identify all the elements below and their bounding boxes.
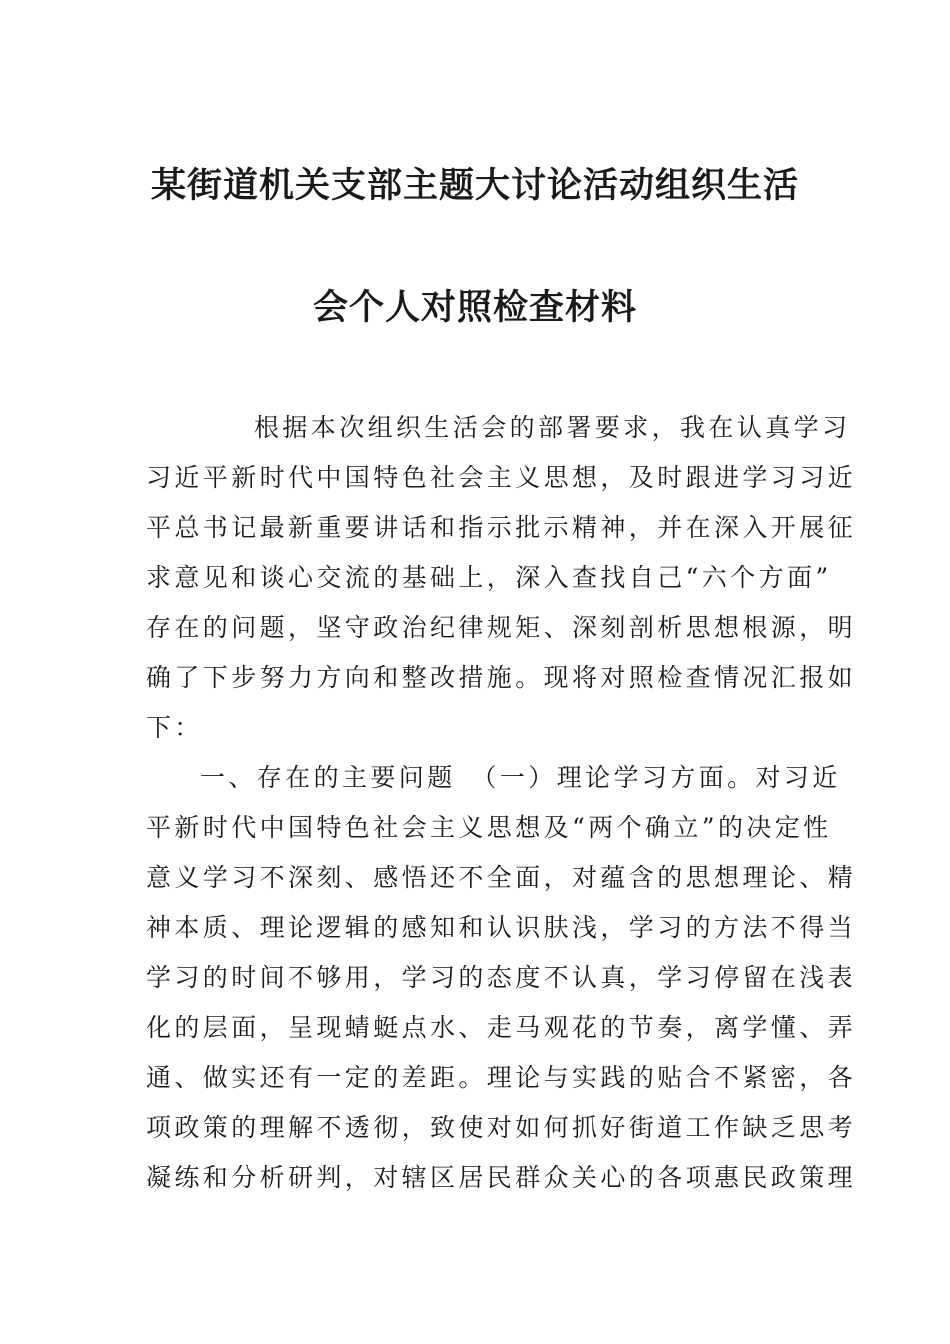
document-title-line-1: 某街道机关支部主题大讨论活动组织生活 bbox=[150, 165, 799, 206]
paragraph-1-line-5: 存在的问题，坚守政治纪律规矩、深刻剖析思想根源，明 bbox=[146, 613, 857, 642]
paragraph-2-line-3: 意义学习不深刻、感悟还不全面，对蕴含的思想理论、精 bbox=[146, 863, 857, 892]
paragraph-2-line-5: 学习的时间不够用，学习的态度不认真，学习停留在浅表 bbox=[146, 963, 857, 992]
paragraph-1-line-3: 平总书记最新重要讲话和指示批示精神，并在深入开展征 bbox=[146, 513, 857, 542]
paragraph-1-line-2: 习近平新时代中国特色社会主义思想，及时跟进学习习近 bbox=[146, 463, 857, 492]
paragraph-2-line-4: 神本质、理论逻辑的感知和认识肤浅，学习的方法不得当 bbox=[146, 913, 857, 942]
paragraph-1-line-6: 确了下步努力方向和整改措施。现将对照检查情况汇报如 bbox=[146, 663, 857, 692]
paragraph-2-line-6: 化的层面，呈现蜻蜓点水、走马观花的节奏，离学懂、弄 bbox=[146, 1013, 857, 1042]
paragraph-2-line-2: 平新时代中国特色社会主义思想及“两个确立”的决定性 bbox=[146, 813, 832, 842]
document-title-line-2: 会个人对照检查材料 bbox=[312, 287, 637, 328]
paragraph-2-line-9: 凝练和分析研判，对辖区居民群众关心的各项惠民政策理 bbox=[146, 1163, 857, 1192]
paragraph-2-line-8: 项政策的理解不透彻，致使对如何抓好街道工作缺乏思考 bbox=[146, 1113, 857, 1142]
paragraph-2-line-7: 通、做实还有一定的差距。理论与实践的贴合不紧密，各 bbox=[146, 1063, 857, 1092]
paragraph-1-line-7: 下： bbox=[146, 713, 203, 742]
paragraph-2-line-1: 一、存在的主要问题 （一）理论学习方面。对习近 bbox=[200, 763, 841, 792]
paragraph-1-line-1: 根据本次组织生活会的部署要求，我在认真学习 bbox=[254, 413, 851, 442]
paragraph-1-line-4: 求意见和谈心交流的基础上，深入查找自己“六个方面” bbox=[146, 563, 832, 592]
